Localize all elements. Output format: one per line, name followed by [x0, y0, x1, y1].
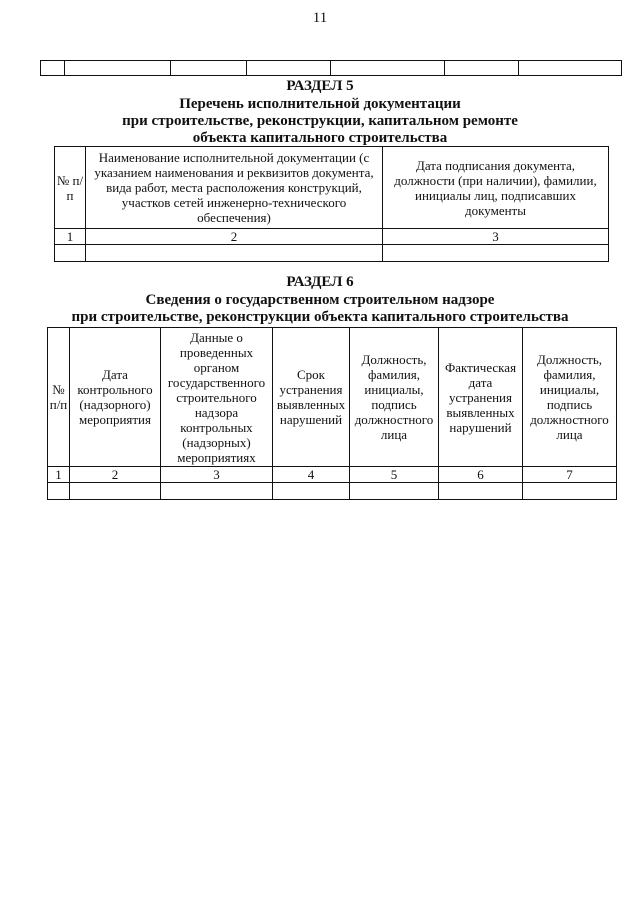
header-cell-inspection-date: Дата контрольного (надзорного) мероприятия [70, 328, 161, 467]
section5-subtitle-line: при строительстве, реконструкции, капитальном ремонте [122, 113, 518, 129]
column-number: 3 [161, 467, 273, 483]
section6-subtitle-line: Сведения о государственном строительном надзоре [145, 292, 495, 308]
header-cell-official: Должность, фамилия, инициалы, подпись должностного лица [350, 328, 439, 467]
column-number: 4 [273, 467, 350, 483]
header-cell-number: № п/п [48, 328, 70, 467]
section5-subtitle-line: Перечень исполнительной документации [179, 96, 461, 112]
table-cell [65, 61, 171, 76]
table-row [41, 61, 622, 76]
table-cell [445, 61, 519, 76]
table-cell [161, 483, 273, 500]
table-cell [41, 61, 65, 76]
table-cell [350, 483, 439, 500]
column-number: 1 [55, 229, 86, 245]
table-cell [70, 483, 161, 500]
table-cell [55, 245, 86, 262]
section5-title: РАЗДЕЛ 5 [286, 78, 354, 94]
page-number: 11 [312, 10, 328, 26]
table-cell [383, 245, 609, 262]
table-header-row [48, 328, 617, 467]
column-number: 6 [439, 467, 523, 483]
header-cell-official: Должность, фамилия, инициалы, подпись должностного лица [523, 328, 617, 467]
section6-subtitle-line: при строительстве, реконструкции объекта капитального строительства [71, 309, 569, 325]
table-row [55, 245, 609, 262]
table-cell [523, 483, 617, 500]
previous-table-fragment [40, 60, 622, 76]
column-number-row [55, 229, 609, 245]
column-number: 5 [350, 467, 439, 483]
table-cell [331, 61, 445, 76]
column-number: 2 [86, 229, 383, 245]
table-header-row [55, 147, 609, 229]
header-cell-document-name: Наименование исполнительной документации (с указанием наименования и реквизитов документа, вида работ, места расположения конструкций, участков сетей инженерно-технического обеспечения) [86, 147, 383, 229]
column-number: 2 [70, 467, 161, 483]
header-cell-signing-date: Дата подписания документа, должности (при наличии), фамилии, инициалы лиц, подписавших документы [383, 147, 609, 229]
table-cell [273, 483, 350, 500]
section5-table [54, 146, 609, 262]
column-number: 3 [383, 229, 609, 245]
table-cell [171, 61, 247, 76]
section6-table [47, 327, 617, 500]
table-cell [519, 61, 622, 76]
section5-subtitle-line: объекта капитального строительства [192, 130, 448, 146]
table-row [48, 483, 617, 500]
header-cell-actual-date: Фактическая дата устранения выявленных нарушений [439, 328, 523, 467]
column-number: 1 [48, 467, 70, 483]
header-cell-number: № п/п [55, 147, 86, 229]
table-cell [439, 483, 523, 500]
table-cell [247, 61, 331, 76]
header-cell-inspection-data: Данные о проведенных органом государственного строительного надзора контрольных (надзорных) мероприятиях [161, 328, 273, 467]
table-cell [48, 483, 70, 500]
header-cell-deadline: Срок устранения выявленных нарушений [273, 328, 350, 467]
section6-title: РАЗДЕЛ 6 [286, 274, 354, 290]
column-number: 7 [523, 467, 617, 483]
column-number-row [48, 467, 617, 483]
table-cell [86, 245, 383, 262]
